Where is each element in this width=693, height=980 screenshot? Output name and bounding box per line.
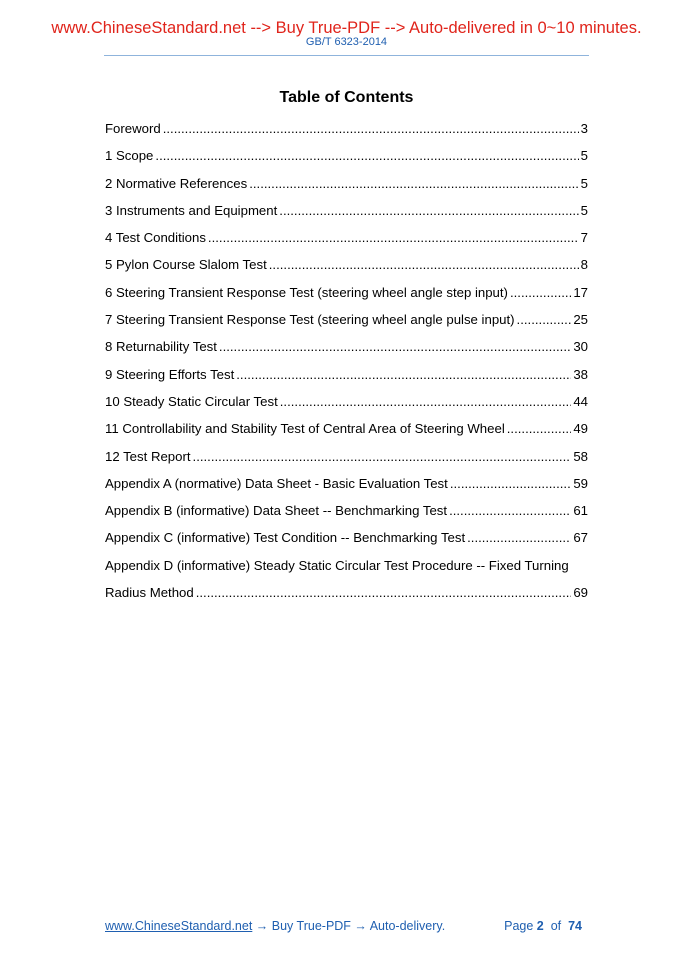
toc-leader-dots [219, 337, 571, 357]
toc-entry-label: 10 Steady Static Circular Test [105, 393, 278, 409]
toc-entry-page: 58 [573, 448, 588, 464]
table-of-contents [105, 119, 588, 610]
toc-entry-page: 3 [580, 121, 588, 136]
toc-leader-dots [510, 283, 571, 303]
toc-entry-page: 17 [573, 284, 588, 300]
footer-promo-text: → Buy True-PDF → Auto-delivery. [252, 919, 446, 933]
toc-entry-steering-efforts[interactable] [105, 365, 588, 392]
toc-entry-page: 5 [580, 175, 588, 191]
toc-entry-page: 61 [573, 503, 588, 519]
toc-entry-pulse-input[interactable] [105, 310, 588, 337]
toc-entry-label: 2 Normative References [105, 175, 248, 191]
toc-entry-test-conditions[interactable] [105, 228, 588, 255]
toc-leader-dots [279, 201, 578, 221]
toc-entry-pylon-course[interactable] [105, 255, 588, 282]
toc-leader-dots [449, 501, 571, 521]
toc-leader-dots [193, 447, 572, 467]
toc-leader-dots [163, 119, 579, 139]
toc-entry-label: 1 Scope [105, 148, 154, 164]
toc-entry-label: Appendix B (informative) Data Sheet -- Benchmarking Test [105, 503, 448, 519]
page-footer [105, 917, 588, 935]
toc-entry-central-area[interactable] [105, 419, 588, 446]
toc-entry-label: Appendix C (informative) Test Condition -- Benchmarking Test [105, 530, 466, 546]
page-of: of [550, 919, 562, 933]
toc-entry-page: 30 [573, 339, 588, 355]
toc-leader-dots [467, 528, 571, 548]
page-number [504, 917, 582, 935]
toc-entry-label: Appendix D (informative) Steady Static Circular Test Procedure -- Fixed Turning [105, 557, 569, 573]
toc-entry-page: 38 [573, 366, 588, 382]
toc-entry-label: Radius Method [105, 585, 194, 601]
toc-entry-label: Appendix A (normative) Data Sheet - Basic Evaluation Test [105, 475, 448, 491]
toc-entry-label: 8 Returnability Test [105, 339, 217, 355]
standard-code: GB/T 6323-2014 [305, 36, 388, 48]
toc-entry-page: 69 [573, 585, 588, 601]
toc-entry-page: 59 [573, 475, 588, 491]
toc-entry-page: 5 [580, 202, 588, 218]
toc-entry-step-input[interactable] [105, 283, 588, 310]
toc-leader-dots [155, 146, 578, 166]
toc-leader-dots [236, 365, 571, 385]
toc-entry-label: 7 Steering Transient Response Test (steering wheel angle pulse input) [105, 312, 515, 328]
toc-entry-scope[interactable] [105, 146, 588, 173]
toc-entry-label: Foreword [105, 121, 161, 136]
toc-entry-page: 5 [580, 148, 588, 164]
footer-site-link[interactable]: www.ChineseStandard.net [105, 919, 253, 933]
toc-entry-appendix-b[interactable] [105, 501, 588, 528]
toc-leader-dots [450, 474, 572, 494]
toc-leader-dots [507, 419, 572, 439]
toc-entry-appendix-d-line2[interactable] [105, 583, 588, 610]
toc-entry-page: 25 [573, 312, 588, 328]
toc-entry-circular-test[interactable] [105, 392, 588, 419]
page-title: Table of Contents [279, 89, 414, 106]
toc-entry-label: 4 Test Conditions [105, 230, 206, 246]
toc-entry-label: 11 Controllability and Stability Test of Central Area of Steering Wheel [105, 421, 505, 437]
page-prefix: Page [504, 919, 534, 933]
toc-entry-normative-references[interactable] [105, 174, 588, 201]
toc-leader-dots [517, 310, 572, 330]
toc-entry-label: 5 Pylon Course Slalom Test [105, 257, 267, 273]
toc-entry-label: 3 Instruments and Equipment [105, 202, 278, 218]
toc-entry-page: 49 [573, 421, 588, 437]
toc-leader-dots [280, 392, 572, 412]
toc-leader-dots [196, 583, 572, 603]
toc-entry-label: 6 Steering Transient Response Test (steering wheel angle step input) [105, 284, 508, 300]
toc-entry-page: 8 [580, 257, 588, 273]
page-total: 74 [568, 919, 582, 933]
toc-entry-label: 12 Test Report [105, 448, 191, 464]
toc-entry-label: 9 Steering Efforts Test [105, 366, 235, 382]
promo-banner[interactable]: www.ChineseStandard.net --> Buy True-PDF --> Auto-delivered in 0~10 minutes. [51, 19, 642, 37]
toc-entry-page: 7 [580, 230, 588, 246]
toc-entry-page: 67 [573, 530, 588, 546]
toc-entry-test-report[interactable] [105, 447, 588, 474]
toc-entry-instruments[interactable] [105, 201, 588, 228]
toc-entry-returnability[interactable] [105, 337, 588, 364]
page-current: 2 [536, 919, 544, 933]
toc-entry-appendix-c[interactable] [105, 528, 588, 555]
toc-leader-dots [249, 174, 578, 194]
toc-entry-appendix-d-line1[interactable] [105, 556, 588, 583]
toc-entry-appendix-a[interactable] [105, 474, 588, 501]
header-divider [104, 55, 589, 56]
toc-leader-dots [269, 255, 579, 275]
toc-entry-foreword[interactable] [105, 119, 588, 146]
footer-promo [105, 917, 445, 935]
toc-entry-page: 44 [573, 393, 588, 409]
toc-leader-dots [208, 228, 579, 248]
